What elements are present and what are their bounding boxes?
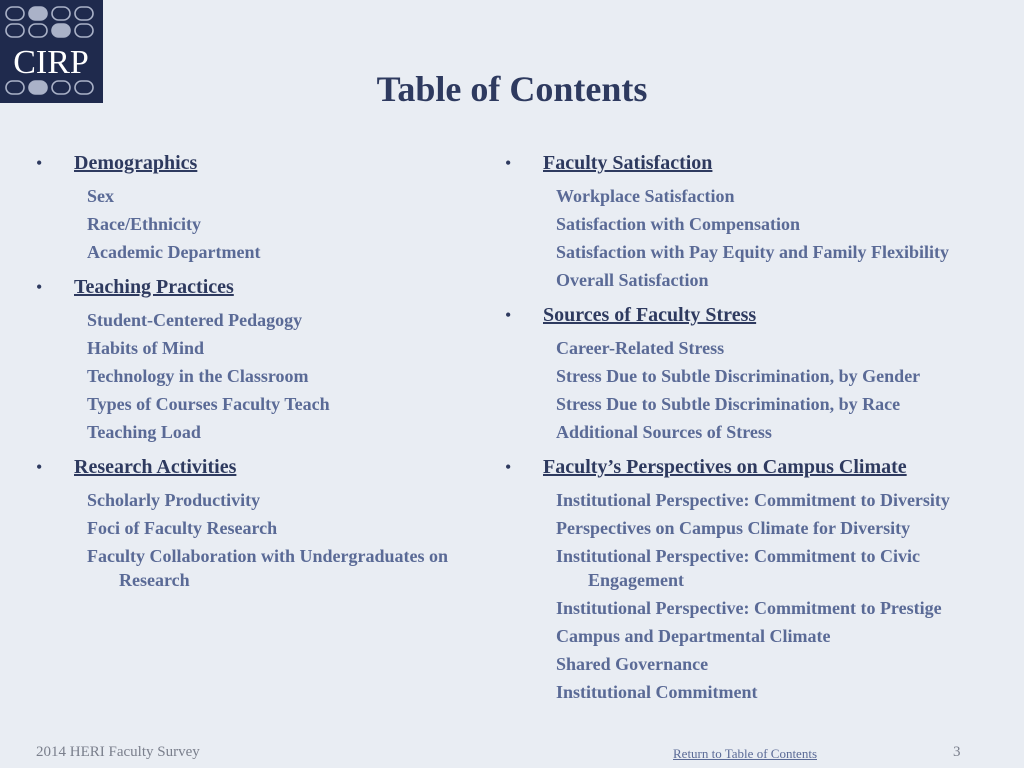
toc-subitem-student-centered-pedagogy[interactable]: Student-Centered Pedagogy <box>87 310 303 330</box>
toc-section-heading-row <box>505 152 1005 180</box>
toc-section-heading-row <box>36 152 486 180</box>
toc-subitem-campus-and-departmental-climate[interactable]: Campus and Departmental Climate <box>556 626 831 646</box>
bullet-icon: • <box>36 457 43 477</box>
toc-subitem-shared-governance[interactable]: Shared Governance <box>556 654 709 674</box>
bullet-icon: • <box>505 457 512 477</box>
toc-subitem-workplace-satisfaction[interactable]: Workplace Satisfaction <box>556 186 735 206</box>
toc-section-link-teaching-practices[interactable]: Teaching Practices <box>74 276 234 298</box>
toc-subitem-overall-satisfaction[interactable]: Overall Satisfaction <box>556 270 709 290</box>
toc-section-faculty-s-perspectives-on-campus-climate <box>505 456 1005 704</box>
toc-section-heading-row <box>505 304 1005 332</box>
logo-text: CIRP <box>13 44 89 81</box>
toc-subitem-list <box>556 184 1005 292</box>
toc-subitem-list <box>87 184 486 264</box>
toc-subitem-satisfaction-with-pay-equity-and-family-flexibility[interactable]: Satisfaction with Pay Equity and Family Flexibility <box>556 242 950 262</box>
left-column <box>36 152 486 604</box>
toc-subitem-faculty-collaboration-with-undergraduates-on-research[interactable]: Faculty Collaboration with Undergraduates on Research <box>87 546 449 590</box>
bullet-icon: • <box>36 153 43 173</box>
toc-subitem-academic-department[interactable]: Academic Department <box>87 242 261 262</box>
toc-section-link-research-activities[interactable]: Research Activities <box>74 456 237 478</box>
toc-subitem-list <box>556 488 1005 704</box>
toc-subitem-teaching-load[interactable]: Teaching Load <box>87 422 201 442</box>
toc-subitem-habits-of-mind[interactable]: Habits of Mind <box>87 338 205 358</box>
toc-subitem-additional-sources-of-stress[interactable]: Additional Sources of Stress <box>556 422 772 442</box>
page-number: 3 <box>953 744 961 760</box>
toc-subitem-institutional-commitment[interactable]: Institutional Commitment <box>556 682 758 702</box>
toc-subitem-technology-in-the-classroom[interactable]: Technology in the Classroom <box>87 366 309 386</box>
bullet-icon: • <box>505 305 512 325</box>
toc-subitem-list <box>87 308 486 444</box>
toc-section-link-demographics[interactable]: Demographics <box>74 152 198 174</box>
toc-subitem-race-ethnicity[interactable]: Race/Ethnicity <box>87 214 201 234</box>
toc-subitem-foci-of-faculty-research[interactable]: Foci of Faculty Research <box>87 518 278 538</box>
right-column <box>505 152 1005 716</box>
toc-subitem-list <box>87 488 486 592</box>
toc-subitem-institutional-perspective-commitment-to-civic-engagement[interactable]: Institutional Perspective: Commitment to Civic Engagement <box>556 546 920 590</box>
toc-section-demographics <box>36 152 486 264</box>
toc-subitem-career-related-stress[interactable]: Career-Related Stress <box>556 338 725 358</box>
toc-section-heading-row <box>36 276 486 304</box>
bullet-icon: • <box>36 277 43 297</box>
toc-subitem-stress-due-to-subtle-discrimination-by-gender[interactable]: Stress Due to Subtle Discrimination, by Gender <box>556 366 921 386</box>
toc-section-heading-row <box>36 456 486 484</box>
toc-subitem-stress-due-to-subtle-discrimination-by-race[interactable]: Stress Due to Subtle Discrimination, by Race <box>556 394 901 414</box>
bullet-icon: • <box>505 153 512 173</box>
footer-survey-label: 2014 HERI Faculty Survey <box>36 744 200 760</box>
toc-subitem-sex[interactable]: Sex <box>87 186 114 206</box>
return-to-toc-link[interactable]: Return to Table of Contents <box>673 746 817 761</box>
toc-subitem-perspectives-on-campus-climate-for-diversity[interactable]: Perspectives on Campus Climate for Diversity <box>556 518 911 538</box>
toc-section-heading-row <box>505 456 1005 484</box>
toc-subitem-types-of-courses-faculty-teach[interactable]: Types of Courses Faculty Teach <box>87 394 330 414</box>
page-title: Table of Contents <box>376 69 648 109</box>
toc-subitem-scholarly-productivity[interactable]: Scholarly Productivity <box>87 490 261 510</box>
toc-section-faculty-satisfaction <box>505 152 1005 292</box>
toc-subitem-list <box>556 336 1005 444</box>
toc-section-sources-of-faculty-stress <box>505 304 1005 444</box>
toc-section-research-activities <box>36 456 486 592</box>
toc-subitem-institutional-perspective-commitment-to-prestige[interactable]: Institutional Perspective: Commitment to Prestige <box>556 598 942 618</box>
toc-section-link-faculty-s-perspectives-on-campus-climate[interactable]: Faculty’s Perspectives on Campus Climate <box>543 456 907 478</box>
toc-section-link-sources-of-faculty-stress[interactable]: Sources of Faculty Stress <box>543 304 757 326</box>
toc-section-teaching-practices <box>36 276 486 444</box>
toc-section-link-faculty-satisfaction[interactable]: Faculty Satisfaction <box>543 152 713 174</box>
toc-subitem-institutional-perspective-commitment-to-diversity[interactable]: Institutional Perspective: Commitment to Diversity <box>556 490 950 510</box>
toc-subitem-satisfaction-with-compensation[interactable]: Satisfaction with Compensation <box>556 214 801 234</box>
